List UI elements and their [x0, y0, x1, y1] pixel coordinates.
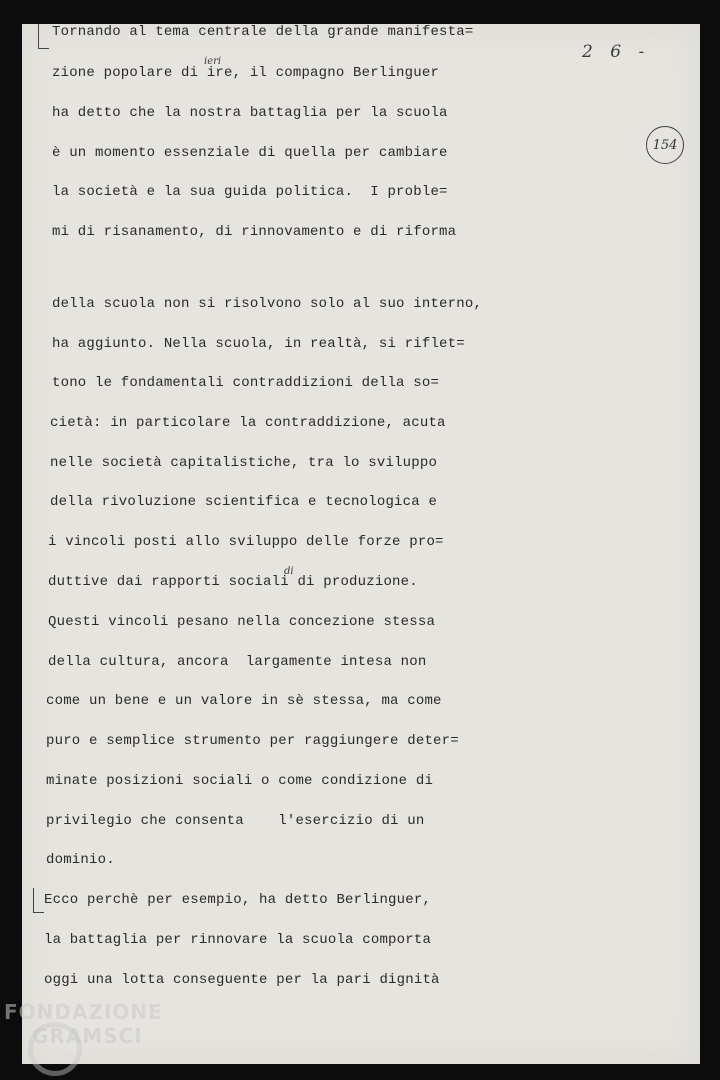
text-line: ha aggiunto. Nella scuola, in realtà, si riflet=	[52, 336, 465, 352]
text-line: tono le fondamentali contraddizioni della so=	[52, 375, 440, 391]
text-line: zione popolare di ire, il compagno Berlinguer	[52, 65, 440, 81]
text-line: della scuola non si risolvono solo al suo interno,	[52, 296, 483, 312]
text-line: oggi una lotta conseguente per la pari dignità	[44, 972, 440, 988]
text-line: Questi vincoli pesano nella concezione stessa	[48, 614, 436, 630]
text-line: i vincoli posti allo sviluppo delle forze pro=	[48, 534, 444, 550]
paragraph-bracket-mark	[38, 24, 49, 49]
text-line: la battaglia per rinnovare la scuola comporta	[44, 932, 432, 948]
handwritten-page-number: 2 6 -	[582, 42, 651, 62]
archive-number: 154	[652, 137, 678, 153]
text-line: ha detto che la nostra battaglia per la scuola	[52, 105, 448, 121]
text-line: nelle società capitalistiche, tra lo sviluppo	[50, 455, 438, 471]
archive-number-stamp	[646, 126, 684, 164]
text-line: della cultura, ancora largamente intesa non	[48, 654, 427, 670]
text-line: mi di risanamento, di rinnovamento e di riforma	[52, 224, 457, 240]
text-line: dominio.	[46, 852, 115, 868]
text-line: privilegio che consenta l'esercizio di un	[46, 813, 425, 829]
paragraph-bracket-mark	[33, 888, 44, 913]
text-line: puro e semplice strumento per raggiungere deter=	[46, 733, 459, 749]
text-line: è un momento essenziale di quella per cambiare	[52, 145, 448, 161]
text-line: minate posizioni sociali o come condizione di	[46, 773, 434, 789]
watermark-line-1: FONDAZIONE	[4, 1000, 163, 1024]
text-line: Tornando al tema centrale della grande manifesta=	[52, 24, 474, 40]
text-line: la società e la sua guida politica. I proble=	[52, 184, 448, 200]
handwritten-correction: ieri	[204, 56, 222, 67]
text-line: come un bene e un valore in sè stessa, ma come	[46, 693, 442, 709]
archive-watermark	[4, 1002, 163, 1046]
handwritten-insertion: di	[284, 566, 294, 577]
text-line: Ecco perchè per esempio, ha detto Berlinguer,	[44, 892, 432, 908]
watermark-line-2: GRAMSCI	[32, 1024, 143, 1048]
text-line: duttive dai rapporti sociali di produzione.	[48, 574, 418, 590]
text-line: cietà: in particolare la contraddizione, acuta	[50, 415, 446, 431]
text-line: della rivoluzione scientifica e tecnologica e	[50, 494, 438, 510]
